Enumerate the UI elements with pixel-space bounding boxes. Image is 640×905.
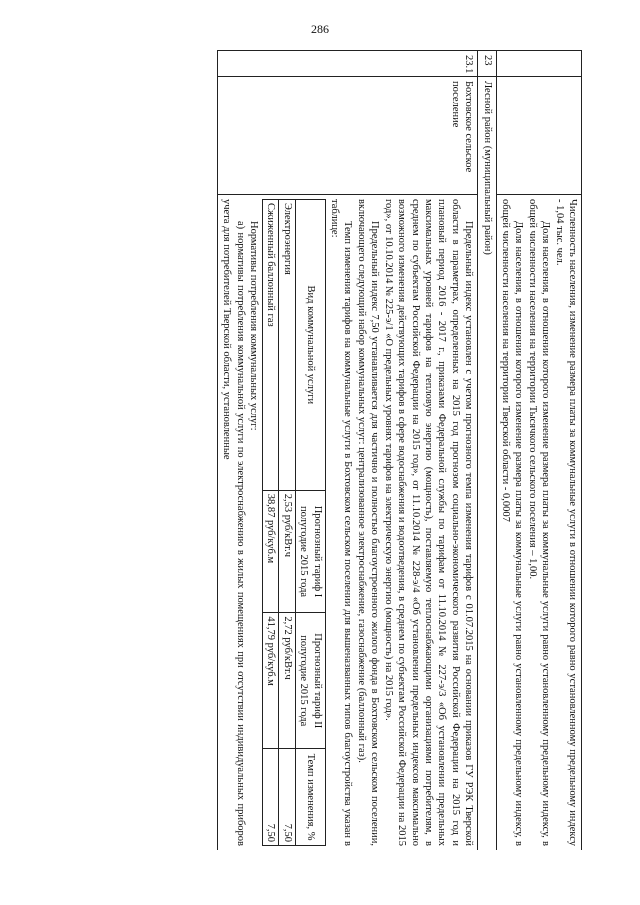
norms-paragraph: а) нормативы потребления коммунальной услуги по электроснабжению в жилых помещениях при отсутствии индивидуальных приборов учета для потребителей Тверской области, установленные [221,199,246,846]
rotated-content-frame [72,50,582,850]
table-row [496,51,581,851]
tariff-h2-cell: 41,79 руб/куб.м [263,613,279,749]
service-cell: Сжиженный баллонный газ [263,200,279,491]
tariff-header: Вид коммунальной услуги [295,200,325,491]
tariff-h1-cell: 2,53 руб/кВт.ч [279,490,295,613]
tariff-header: Темп изменения, % [295,749,325,846]
row-number-cell: 23.1 [217,51,477,77]
continuation-paragraph: Доля населения, в отношении которого изменение размера платы за коммунальные услуги равно установленному предельному индексу, в общей численности населения на территории Тысячкого сельского поселения – 1,00. [526,199,552,846]
tariff-header: Прогнозный тариф I полугодие 2015 года [295,490,325,613]
tariff-header-row [295,200,325,846]
table-row [263,200,279,846]
rate-cell: 7,50 [263,749,279,846]
table-row [217,51,477,851]
tariff-header: Прогнозный тариф II полугодие 2015 года [295,613,325,749]
service-cell: Электроэнергия [279,200,295,491]
rate-cell: 7,50 [279,749,295,846]
tariff-h1-cell: 38,87 руб/куб.м [263,490,279,613]
settlement-name-cell [496,77,581,195]
district-name-cell: Лесной район (муниципальный район) [478,77,496,851]
settlement-text-cell [217,195,477,851]
continuation-paragraph: Доля населения, в отношении которого изменение размера платы за коммунальные услуги равно установленному предельному индексу, в общей численности населения на территории Тверской области - 0,0007 [499,199,525,846]
rotated-landscape-table [72,50,582,850]
index-paragraph: Предельный индекс 7,50 устанавливается для частично и полностью благоустроенного жилого фонда в Бохтовском сельском поселении, включающего следующий набор коммунальных услуг: централизованное электроснабжение, газоснабжение (баллонный газ). [355,199,381,846]
table-intro-paragraph: Темп изменения тарифов на коммунальные услуги в Бохтовском сельском поселении для вышеназванных типов благоустройства указан в таблице: [329,199,354,846]
table-row [478,51,496,851]
continuation-paragraph: Численность населения, изменение размера платы за коммунальные услуги в отношении которого равно установленному предельному индексу - 1,04 тыс. чел. [553,199,578,846]
page-number: 286 [311,22,329,36]
table-row [279,200,295,846]
continuation-text-cell [496,195,581,851]
basis-paragraph: Предельный индекс установлен с учетом прогнозного темпа изменения тарифов с 01.07.2015 на основании приказов ГУ РЭК Тверской области в параметрах, определенных на 2015 год прогнозом социально-экономического развития Российской Федерации на 2015 год и плановый период 2016 - 2017 г., приказами Федеральной службы по тарифам от 11.10.2014 № 227-э/3 «Об установлении предельных максимальных уровней тарифов на тепловую энергию (мощность), поставляемую теплоснабжающими организациями потребителям, в среднем по субъектам Российской Федерации на 2015 год», от 11.10.2014 № 228-э/4 «Об установлении предельных индексов максимально возможного изменения действующих тарифов в сфере водоснабжения и водоотведения, в среднем по субъектам Российской Федерации на 2015 год», от 10.10.2014 № 225-э/1 «О предельных уровнях тарифов на электрическую энергию (мощность) на 2015 год». [382,199,475,846]
main-table [217,50,582,850]
row-number-cell [496,51,581,77]
row-number-cell: 23 [478,51,496,77]
tariff-table [262,199,326,846]
settlement-name-cell: Бохтовское сельское поселение [217,77,477,195]
tariff-h2-cell: 2,72 руб/кВт.ч [279,613,295,749]
norms-heading: Нормативы потребления коммунальных услуг: [248,221,260,431]
